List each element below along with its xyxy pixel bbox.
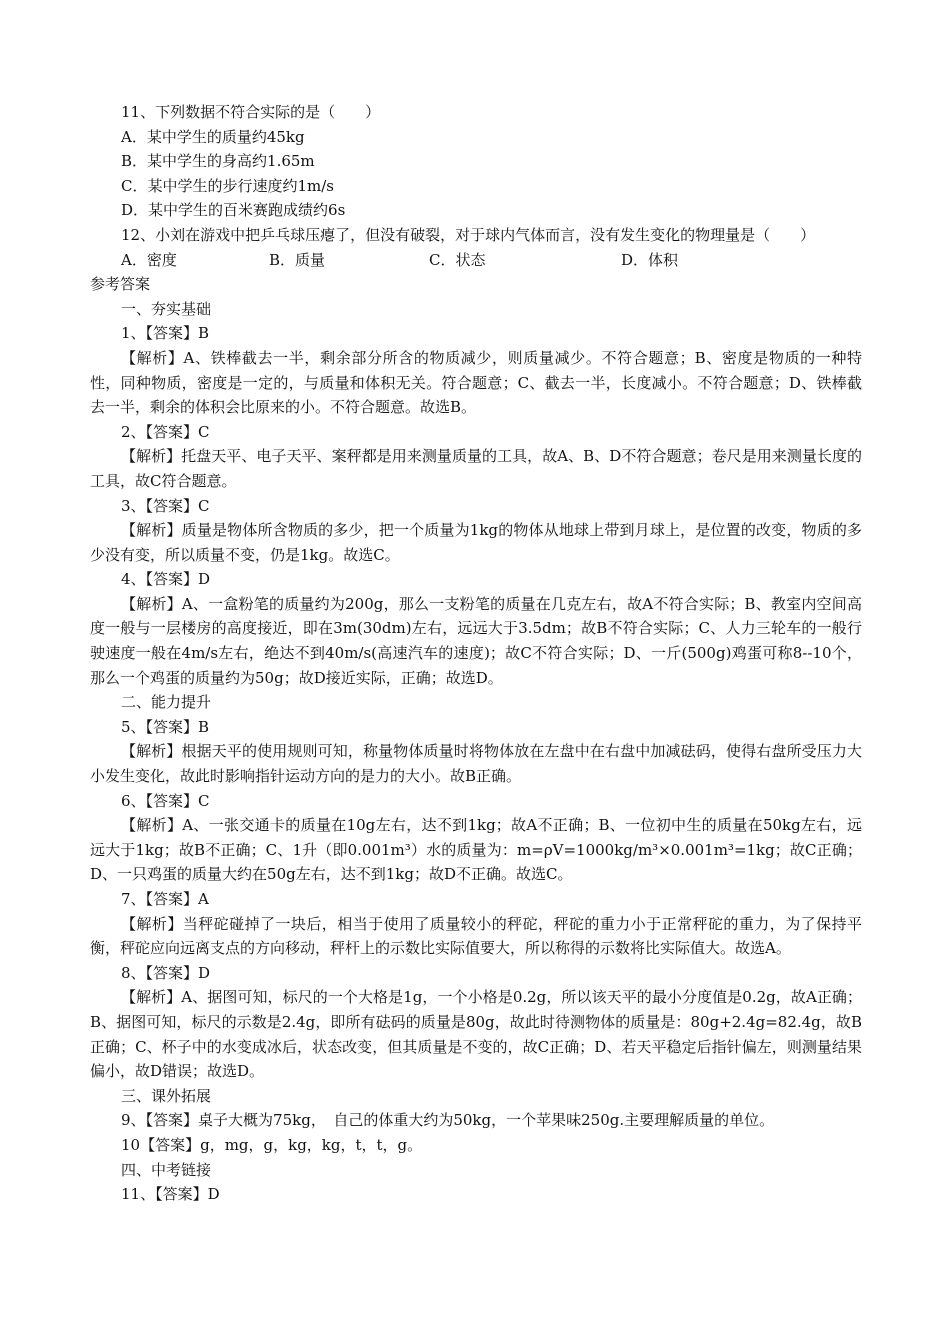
answer-line: 9、【答案】桌子大概为75kg， 自己的体重大约为50kg，一个苹果味250g.主要理解质量的单位。 [121, 1111, 775, 1130]
answers-title: 参考答案 [90, 275, 151, 294]
analysis-paragraph: 【解析】质量是物体所含物质的多少，把一个质量为1kg的物体从地球上带到月球上，是位置的改变，物质的多少没有变，所以质量不变，仍是1kg。故选C。 [90, 521, 862, 564]
answer-line: 5、【答案】B [121, 717, 210, 736]
answer-line: 10【答案】g，mg，g，kg，kg，t，t，g。 [121, 1135, 423, 1154]
question-11-option-a: A．某中学生的质量约45kg [121, 127, 305, 146]
section-title: 二、能力提升 [121, 693, 212, 712]
analysis-paragraph: 【解析】当秤砣碰掉了一块后，相当于使用了质量较小的秤砣，秤砣的重力小于正常秤砣的重力，为了保持平衡，秤砣应向远离支点的方向移动，秤杆上的示数比实际值要大，所以称得的示数将比实际值大。故选A。 [90, 914, 862, 958]
question-12-option-c: C．状态 [429, 250, 486, 269]
answer-line: 11、【答案】D [121, 1185, 220, 1204]
analysis-paragraph: 【解析】A、铁棒截去一半，剩余部分所含的物质减少，则质量减少。不符合题意；B、密度是物质的一种特性，同种物质，密度是一定的，与质量和体积无关。符合题意；C、截去一半，长度减小。不符合题意；D、铁棒截去一半，剩余的体积会比原来的小。不符合题意。故选B。 [90, 348, 862, 417]
question-12-option-d: D．体积 [621, 250, 679, 269]
analysis-paragraph: 【解析】根据天平的使用规则可知，称量物体质量时将物体放在左盘中在右盘中加减砝码，使得右盘所受压力大小发生变化，故此时影响指针运动方向的是力的大小。故B正确。 [90, 742, 862, 786]
question-12-option-a: A．密度 [121, 250, 177, 269]
question-11-option-d: D．某中学生的百米赛跑成绩约6s [121, 201, 346, 220]
section-title: 三、课外拓展 [121, 1086, 212, 1105]
answer-line: 4、【答案】D [121, 570, 211, 589]
section-title: 四、中考链接 [121, 1160, 212, 1179]
question-12-option-b: B．质量 [269, 250, 326, 269]
answer-line: 7、【答案】A [121, 890, 209, 908]
answer-line: 3、【答案】C [121, 496, 210, 515]
question-11-stem: 11、下列数据不符合实际的是（ ） [121, 103, 381, 121]
answer-line: 6、【答案】C [121, 791, 210, 810]
question-11-option-b: B．某中学生的身高约1.65m [121, 152, 315, 171]
section-title: 一、夯实基础 [121, 299, 212, 318]
question-11-option-c: C．某中学生的步行速度约1m/s [121, 176, 334, 195]
question-12-options [90, 248, 862, 273]
analysis-paragraph: 【解析】A、据图可知，标尺的一个大格是1g，一个小格是0.2g，所以该天平的最小分度值是0.2g，故A正确；B、据图可知，标尺的示数是2.4g，即所有砝码的质量是80g，故此时待测物体的质量是：80g+2.4g=82.4g，故B正确；C、杯子中的水变成冰后，状态改变，但其质量是不变的，故C正确；D、若天平稳定后指针偏左，则测量结果偏小，故D错误；故选D。 [90, 988, 862, 1081]
answer-line: 2、【答案】C [121, 422, 210, 441]
answer-line: 1、【答案】B [121, 324, 210, 343]
question-12-stem: 12、小刘在游戏中把乒乓球压瘪了，但没有破裂，对于球内气体而言，没有发生变化的物理量是（ ） [121, 225, 816, 244]
analysis-paragraph: 【解析】A、一张交通卡的质量在10g左右，达不到1kg；故A不正确；B、一位初中生的质量在50kg左右，远远大于1kg；故B不正确；C、1升（即0.001m³）水的质量为：m=ρV=1000kg/m³×0.001m³=1kg；故C正确；D、一只鸡蛋的质量大约在50g左右，达不到1kg；故D不正确。故选C。 [90, 816, 862, 884]
document-content [90, 100, 862, 1207]
analysis-paragraph: 【解析】A、一盒粉笔的质量约为200g，那么一支粉笔的质量在几克左右，故A不符合实际；B、教室内空间高度一般与一层楼房的高度接近，即在3m(30dm)左右，远远大于3.5dm；故B不符合实际；C、人力三轮车的一般行驶速度一般在4m/s左右，绝达不到40m/s(高速汽车的速度)；故C不符合实际；D、一斤(500g)鸡蛋可称8--10个，那么一个鸡蛋的质量约为50g；故D接近实际，正确；故选D。 [90, 594, 862, 687]
analysis-paragraph: 【解析】托盘天平、电子天平、案秤都是用来测量质量的工具，故A、B、D不符合题意；卷尺是用来测量长度的工具，故C符合题意。 [90, 447, 862, 490]
answer-line: 8、【答案】D [121, 963, 211, 982]
